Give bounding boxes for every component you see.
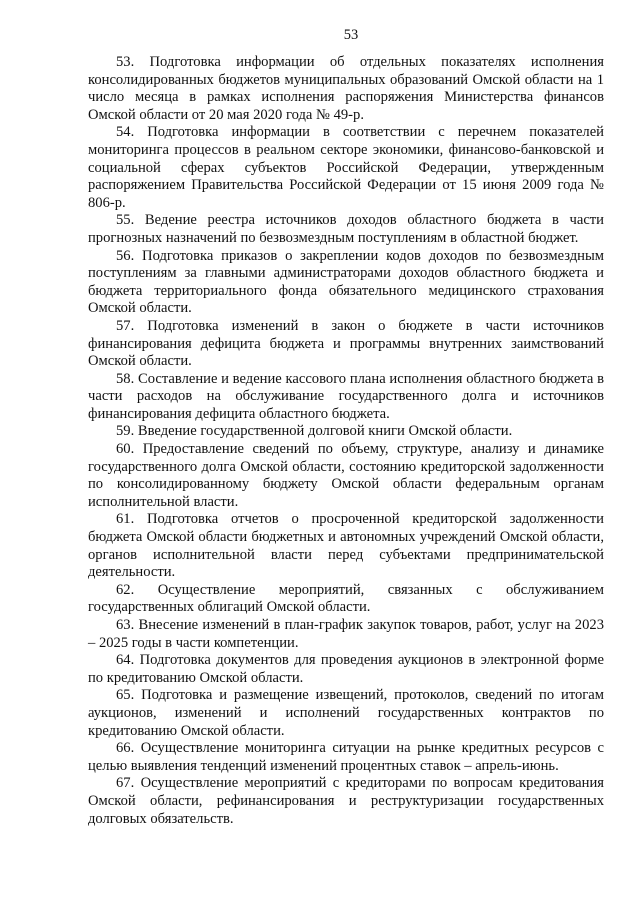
paragraph-61: 61. Подготовка отчетов о просроченной кредиторской задолженности бюджета Омской области бюджетных и автономных учреждений Омской области, органов исполнительной власти перед субъектами предпринимательской деятельности. [88,511,604,581]
paragraph-64: 64. Подготовка документов для проведения аукционов в электронной форме по кредитованию Омской области. [88,652,604,686]
paragraph-54: 54. Подготовка информации в соответствии с перечнем показателей мониторинга процессов в реальном секторе экономики, финансово-банковской и социальной сферах субъектов Российской Федерации, утвержденным распоряжением Правительства Российской Федерации от 15 июня 2009 года № 806-р. [88,124,604,211]
paragraph-55: 55. Ведение реестра источников доходов областного бюджета в части прогнозных назначений по безвозмездным поступлениям в областной бюджет. [88,212,604,246]
page-number: 53 [343,27,359,43]
paragraph-56: 56. Подготовка приказов о закреплении кодов доходов по безвозмездным поступлениям за главными администраторами доходов областного бюджета и бюджета территориального фонда обязательного медицинского страхования Омской области. [88,247,604,317]
paragraph-62: 62. Осуществление мероприятий, связанных с обслуживанием государственных облигаций Омской области. [88,581,604,616]
paragraph-53: 53. Подготовка информации об отдельных показателях исполнения консолидированных бюджетов муниципальных образований Омской области на 1 число месяца в рамках исполнения распоряжения Министерства финансов Омской области от 20 мая 2020 года № 49-р. [88,54,604,123]
paragraph-66: 66. Осуществление мониторинга ситуации на рынке кредитных ресурсов с целью выявления тенденций изменений процентных ставок – апрель-июнь. [88,740,604,774]
paragraph-67: 67. Осуществление мероприятий с кредиторами по вопросам кредитования Омской области, рефинансирования и реструктуризации государственных долговых обязательств. [88,775,604,827]
paragraph-59: 59. Введение государственной долговой книги Омской области. [116,423,513,440]
paragraph-60: 60. Предоставление сведений по объему, структуре, анализу и динамике государственного долга Омской области, состоянию кредиторской задолженности по консолидированному бюджету Омской области федеральным органам исполнительной власти. [88,441,604,510]
paragraph-63: 63. Внесение изменений в план-график закупок товаров, работ, услуг на 2023 – 2025 годы в части компетенции. [88,617,604,651]
paragraph-65: 65. Подготовка и размещение извещений, протоколов, сведений по итогам аукционов, изменений и исполнений государственных контрактов по кредитованию Омской области. [88,687,604,739]
paragraph-57: 57. Подготовка изменений в закон о бюджете в части источников финансирования дефицита бюджета и программы внутренних заимствований Омской области. [88,317,604,370]
paragraph-58: 58. Составление и ведение кассового плана исполнения областного бюджета в части расходов на обслуживание государственного долга и источников финансирования дефицита областного бюджета. [88,370,604,422]
paragraph-list [88,54,604,828]
